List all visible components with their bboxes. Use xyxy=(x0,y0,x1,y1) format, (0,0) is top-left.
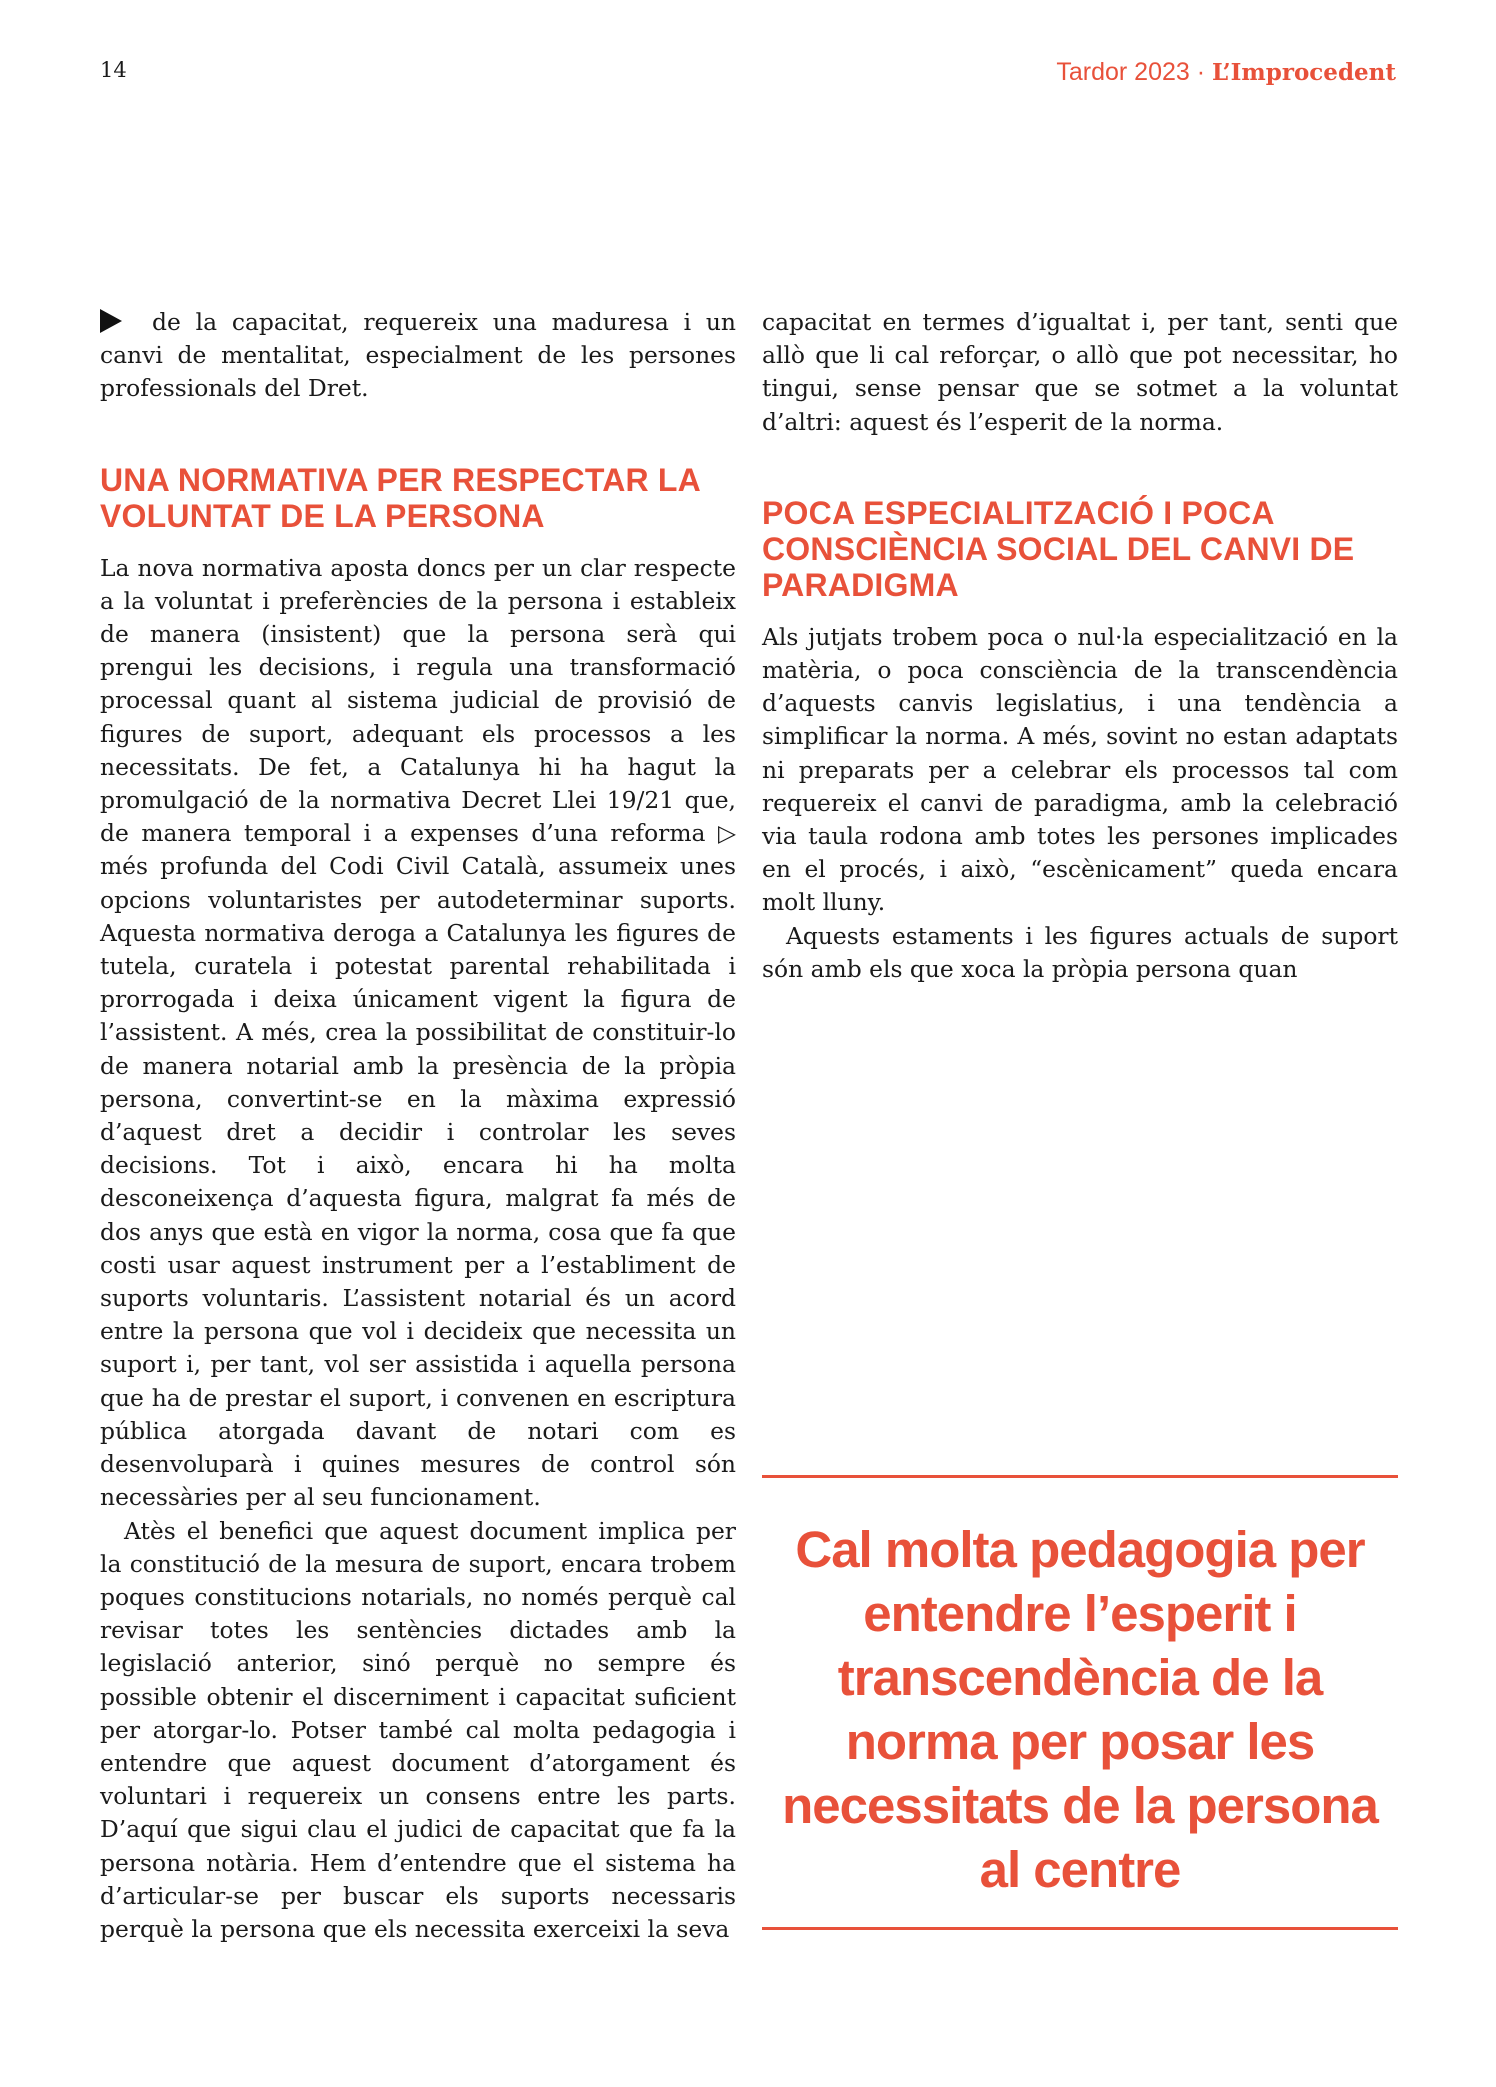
body-paragraph: La nova normativa aposta doncs per un clar respecte a la voluntat i preferències de la persona i estableix de manera (insistent) que la persona serà qui prengui les decisions, i regula una transformació processal quant al sistema judicial de provisió de figures de suport, adequant els processos a les necessitats. De fet, a Catalunya hi ha hagut la promulgació de la normativa Decret Llei 19/21 que, de manera temporal i a expenses d’una reforma ▷ més profunda del Codi Civil Català, assumeix unes opcions voluntaristes per autodeterminar suports. Aquesta normativa deroga a Catalunya les figures de tutela, curatela i potestat parental rehabilitada i prorrogada i deixa únicament vigent la figura de l’assistent. A més, crea la possibilitat de constituir-lo de manera notarial amb la presència de la pròpia persona, convertint-se en la màxima expressió d’aquest dret a decidir i controlar les seves decisions. Tot i això, encara hi ha molta desconeixença d’aquesta figura, malgrat fa més de dos anys que està en vigor la norma, cosa que fa que costi usar aquest instrument per a l’establiment de suports voluntaris. L’assistent notarial és un acord entre la persona que vol i decideix que necessita un suport i, per tant, vol ser assistida i aquella persona que ha de prestar el suport, i convenen en escriptura pública atorgada davant de notari com es desenvoluparà i quines mesures de control són necessàries per al seu funcionament. xyxy=(100,553,736,1512)
continuation-text: de la capacitat, requereix una maduresa i un canvi de mentalitat, especialment de les persones professionals del Dret. xyxy=(100,308,736,403)
publication-name: L’Improcedent xyxy=(1212,59,1396,86)
running-header xyxy=(1056,58,1396,87)
pullquote-top-rule xyxy=(762,1475,1398,1478)
issue-label: Tardor 2023 · xyxy=(1056,58,1212,86)
body-paragraph: Als jutjats trobem poca o nul·la especialització en la matèria, o poca consciència de la transcendència d’aquests canvis legislatius, i una tendència a simplificar la norma. A més, sovint no estan adaptats ni preparats per a celebrar els processos tal com requereix el canvi de paradigma, amb la celebració via taula rodona amb totes les persones implicades en el procés, i això, “escènicament” queda encara molt lluny. xyxy=(762,622,1398,917)
left-column xyxy=(100,306,736,1946)
continuation-paragraph xyxy=(100,306,736,406)
pullquote: Cal molta pedagogia per entendre l’esperit i transcendència de la norma per posar les necessitats de la persona al centre xyxy=(782,1521,1378,1898)
continuation-paragraph: capacitat en termes d’igualtat i, per tant, senti que allò que li cal reforçar, o allò que pot necessitar, ho tingui, sense pensar que se sotmet a la voluntat d’altri: aquest és l’esperit de la norma. xyxy=(762,308,1398,436)
body-paragraph: Aquests estaments i les figures actuals de suport són amb els que xoca la pròpia persona quan xyxy=(762,921,1398,983)
right-column xyxy=(762,306,1398,986)
body-paragraph: Atès el benefici que aquest document implica per la constitució de la mesura de suport, encara trobem poques constitucions notarials, no només perquè cal revisar totes les sentències dictades amb la legislació anterior, sinó perquè no sempre és possible obtenir el discerniment i capacitat suficient per atorgar-lo. Potser també cal molta pedagogia i entendre que aquest document d’atorgament és voluntari i requereix un consens entre les parts. D’aquí que sigui clau el judici de capacitat que fa la persona notària. Hem d’entendre que el sistema ha d’articular-se per buscar els suports necessaris perquè la persona que els necessita exerceixi la seva xyxy=(100,1516,736,1943)
pullquote-bottom-rule xyxy=(762,1927,1398,1930)
section-heading-especialitzacio: POCA ESPECIALITZACIÓ I POCA CONSCIÈNCIA SOCIAL DEL CANVI DE PARADIGMA xyxy=(762,494,1355,603)
section-heading-normativa: UNA NORMATIVA PER RESPECTAR LA VOLUNTAT DE LA PERSONA xyxy=(100,461,700,534)
page-number: 14 xyxy=(100,58,127,82)
continue-arrow-icon xyxy=(100,309,122,333)
